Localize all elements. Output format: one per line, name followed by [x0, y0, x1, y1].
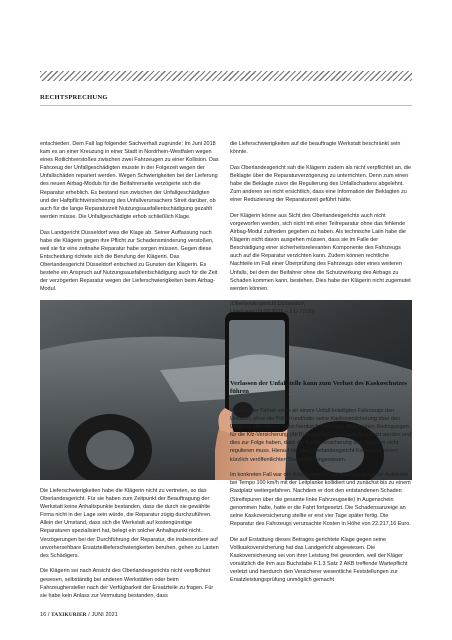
article-headline: Verlassen der Unfallstelle kann zum Verlust des Kaskoschutzes führen — [230, 380, 407, 396]
paragraph: Das Oberlandesgericht sah die Klägerin zudem als nicht verpflichtet an, die Beklagte über die Reparaturverzögerung zu unterrichten. Denn zum einen habe die Beklagte zuvor die Regulierung des Unfallschadens abgelehnt. Zum anderen sei nicht ersichtlich, dass eine Information der Beklagten zu einer Reduzierung der Reparaturzeit geführt hätte. — [230, 164, 412, 204]
paragraph: Die auf Erstattung dieses Betrages gerichtete Klage gegen seine Vollkaskoversicherung hat das Landgericht abgewiesen. Die Kaskoversicherung sei von ihrer Leistung frei geworden, weil der Kläger vorsätzlich die ihm aus Buchstabe F.1.3 Satz 2 AKB treffende Wartepflicht verletzt und hierdurch den Versicherer wesentliche Feststellungen zur Ersatzleistungsprüfung unmöglich gemacht — [230, 536, 408, 583]
section-divider — [40, 105, 412, 106]
citation-line-1: (Oberlandesgericht Düsseldorf, — [230, 301, 306, 308]
article-column-right-bottom — [230, 407, 412, 584]
article-column-left-top — [40, 140, 220, 301]
page-header-area — [40, 0, 412, 71]
paragraph: Das Landgericht Düsseldorf wies die Klage ab. Seiner Auffassung nach habe die Klägerin gegen ihre Pflicht zur Schadensminderung verstoßen, weil sie für eine zeitnahe Reparatur habe sorgen müssen. Gegen diese Entscheidung richtete sich die Berufung der Klägerin. Das Oberlandesgericht Düsseldorf entschied zu Gunsten der Klägerin. Es bestehe ein Anspruch auf Nutzungsausfallentschädigung auch für die Zeit der verzögerten Reparatur wegen der Lieferschwierigkeiten beim Airbag-Modul. — [40, 229, 218, 293]
footer-separator: / — [47, 612, 52, 618]
paragraph: Verlässt der Fahrer eines an einem Unfall beteiligten Fahrzeugs den Unfallort, ohne die Polizei und/oder seine Kaskoversicherung über den Unfall zu informieren, kann hierdurch die in den Allgemeinen Bedingungen für die Kfz-Versicherung (AKB) festgelegte Wartepflicht verletzt werden und dies zur Folge haben, dass die Kaskoversicherung den Schaden nicht regulieren muss. Hierauf hat das Oberlandesgericht Koblenz in einem kürzlich veröffentlichten Beschluss hingewiesen. — [230, 408, 412, 463]
magazine-name: TAXIKURIER — [51, 612, 87, 618]
paragraph: Im konkreten Fall war der Kläger ohne Fremdeinwirkung auf der Autobahn bei Tempo 100 km/h mit der Leitplanke kollidiert und zunächst bis zu einem Rastplatz weitergefahren. Nachdem er dort den entstandenen Schaden (Streifspuren über die gesamte linke Fahrzeugseite) in Augenschein genommen hatte, hatte er die Fahrt fortgesetzt. Die Schadensanzeige an seine Kaskoversicherung stellte er erst vier Tage später fertig. Die Reparatur des Fahrzeugs verursachte Kosten in Höhe von 22.217,16 Euro. — [230, 472, 411, 527]
paragraph: Die Klägerin sei nach Ansicht des Oberlandesgerichts nicht verpflichtet gewesen, selbständig bei anderen Werkstätten oder beim Fahrzeughersteller nach der Verfügbarkeit der Ersatzteile zu fragen. Für sie habe kein Anlass zur Vermutung bestanden, dass — [40, 568, 214, 599]
article-column-left-bottom — [40, 487, 220, 600]
section-label: RECHTSPRECHUNG — [40, 94, 108, 101]
citation-line-2: Urteil vom 09.03.2021 – 1 U 77/20) — [230, 309, 315, 316]
paragraph: Die Lieferschwierigkeiten habe die Klägerin nicht zu vertreten, so das Oberlandesgericht. Für sie haben zum Zeitpunkt der Beauftragung der Werkstatt keine Anhaltspunkte bestanden, dass die durch sie gewählte Firma nicht in der Lage sein würde, die Reparatur zügig durchzuführen. Allein der Umstand, dass sich die Werkstatt auf kostengünstige Reparaturen spezialisiert hat, belegt ein solcher Anhaltspunkt nicht. Verzögerungen bei der Durchführung der Reparatur, die insbesondere auf unvorhersehbare Ersatzteillieferschwierigkeiten beruhen, gehen zu Lasten des Schädigers. — [40, 488, 219, 559]
court-citation — [230, 300, 412, 316]
page-footer — [40, 612, 118, 618]
paragraph: entschieden. Dem Fall lag folgender Sachverhalt zugrunde: Im Juni 2018 kam es an einer Kreuzung in einer Stadt in Nordrhein-Westfalen wegen eines Rotlichtverstoßes zwischen zwei Fahrzeugen zu einer Kollision. Das Fahrzeug der Unfallgeschädigten musste in der Folgezeit wegen der Unfallschäden repariert werden. Wegen Schwierigkeiten bei der Lieferung des neuen Airbag-Moduls für die Beifahrerseite verzögerte sich die Reparatur erheblich. Es bestand nun zwischen der Unfallgeschädigten und der Haftpflichtversicherung des Unfallverursachers Streit darüber, ob auch für die lange Reparaturzeit Nutzungsausfallentschädigung gezahlt werden müsse. Die Unfallgeschädigte erhob schließlich Klage. — [40, 141, 219, 220]
paragraph: die Lieferschwierigkeiten auf die beauftragte Werkstatt beschränkt sein könnte. — [230, 141, 401, 156]
article-column-right-top — [230, 140, 412, 317]
issue-date: / JUNI 2021 — [88, 612, 118, 618]
page-number: 16 — [40, 612, 47, 618]
decorative-hatched-stripe — [40, 71, 412, 81]
paragraph: Der Klägerin könne aus Sicht des Oberlandesgerichts auch nicht vorgeworfen werden, sich nicht mit einer Teilreparatur ohne das fehlende Airbag-Modul zufrieden gegeben zu haben. Als technische Laiin habe die Klägerin nicht davon ausgehen müssen, dass sie im Falle der Beschädigung einer sicherheitsrelevanten Komponente des Fahrzeugs auch auf die Reparatur verzichten kann. Zudem können rechtliche Nachteile im Fall einer Überprüfung des Fahrzeugs oder eines weiteren Unfalls, bei dem der Beifahrer ohne die Schutzwirkung des Airbags zu Schaden kommen kann, bestehen. Dies habe der Klägerin nicht zugemutet werden können. — [230, 212, 411, 292]
